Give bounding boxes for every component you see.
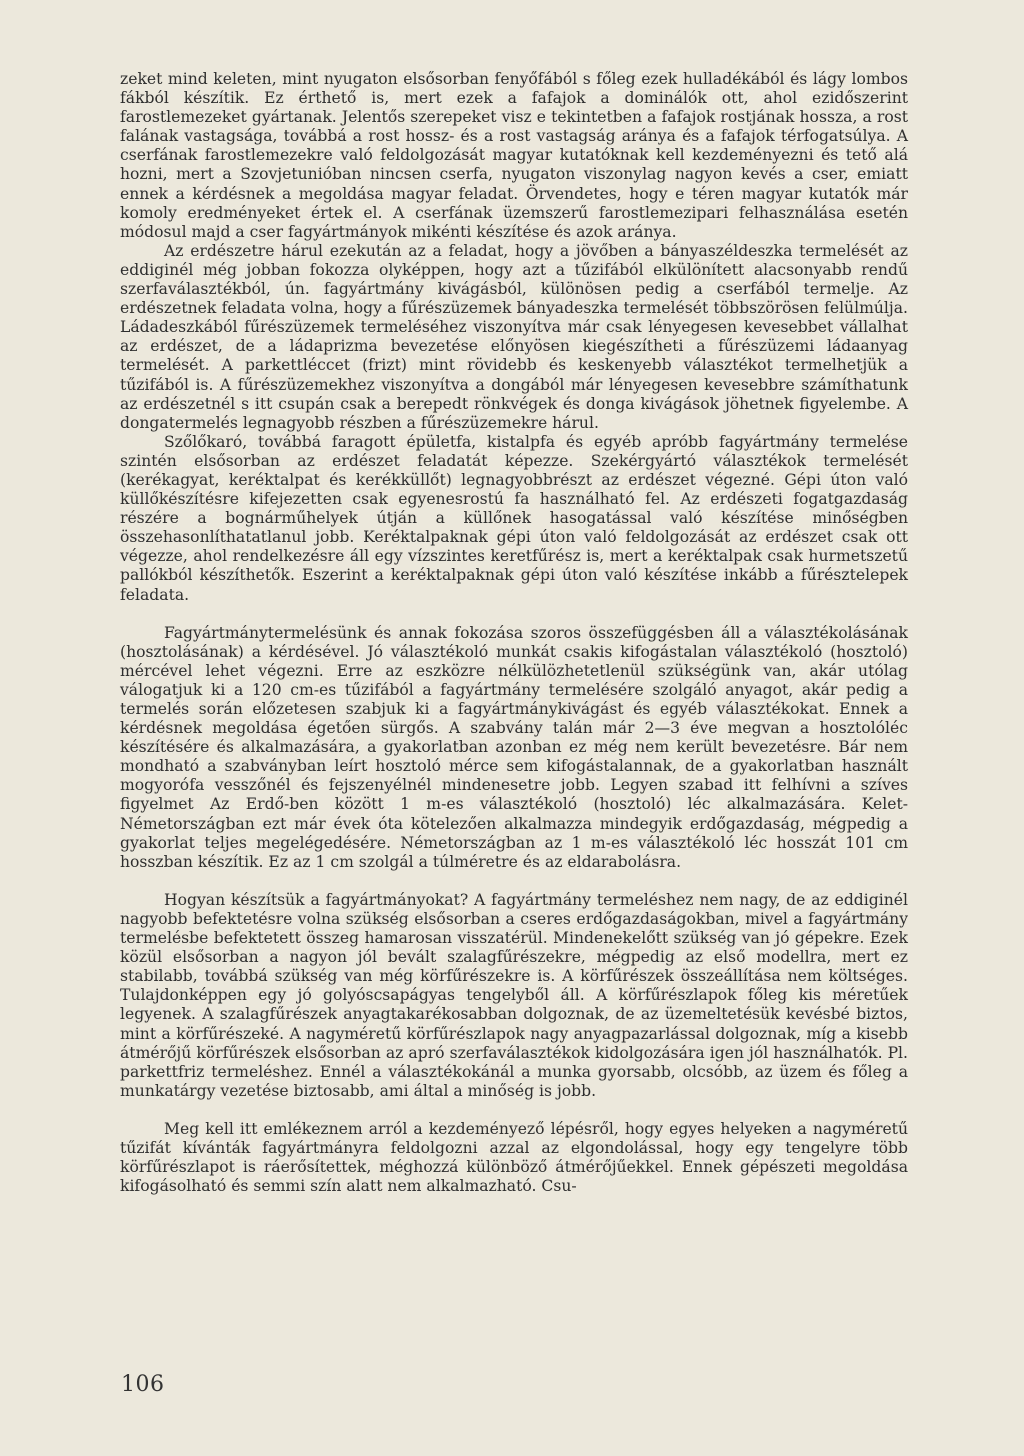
paragraph-6: Meg kell itt emlékeznem arról a kezdeményező lépésről, hogy egyes helyeken a nagyméretű tűzifát kívánták fagyártmányra feldolgozni azzal az elgondolással, hogy egy tengelyre több körfűrészlapot is ráerősítettek, méghozzá különböző átmérőjűekkel. Ennek gépészeti megoldása kifogásolható és semmi szín alatt nem alkalmazható. Csu- (120, 1119, 908, 1196)
paragraph-5: Hogyan készítsük a fagyártmányokat? A fagyártmány termeléshez nem nagy, de az eddiginél nagyobb befektetésre volna szükség elsősorban a cseres erdőgazdaságokban, mivel a fagyártmány termelésbe befektetett összeg hamarosan visszatérül. Mindenekelőtt szükség van jó gépekre. Ezek közül elsősorban a nagyon jól bevált szalagfűrészekre, mégpedig az első modellra, mert ez stabilabb, továbbá szükség van még körfűrészekre is. A körfűrészek összeállítása nem költséges. Tulajdonképpen egy jó golyóscsapágyas tengelyből áll. A körfűrészlapok főleg kis méretűek legyenek. A szalagfűrészek anyagtakarékosabban dolgoznak, de az üzemeltetésük kevésbé biztos, mint a körfűrészeké. A nagyméretű körfűrészlapok nagy anyagpazarlással dolgoznak, míg a kisebb átmérőjű körfűrészek elsősorban az apró szerfaválasztékok kidolgozására igen jól használhatók. Pl. parkettfriz termeléshez. Ennél a választékokánál a munka gyorsabb, olcsóbb, az üzem és főleg a munkatárgy vezetése biztosabb, ami által a minőség is jobb. (120, 890, 908, 1100)
paragraph-1: zeket mind keleten, mint nyugaton elsősorban fenyőfából s főleg ezek hulladékából és lágy lombos fákból készítik. Ez érthető is, mert ezek a fafajok a dominálók ott, ahol ezidőszerint farostlemezeket gyártanak. Jelentős szerepeket visz e tekintetben a fafajok rostjának hossza, a rost falának vastagsága, továbbá a rost hossz- és a rost vastagság aránya és a fafajok térfogatsúlya. A cserfának farostlemezekre való feldolgozását magyar kutatóknak kell kezdeményezni és tető alá hozni, mert a Szovjetunióban nincsen cserfa, nyugaton viszonylag nagyon kevés a cser, emiatt ennek a kérdésnek a megoldása magyar feladat. Örvendetes, hogy e téren magyar kutatók már komoly eredményeket értek el. A cserfának üzemszerű farostlemezipari felhasználása esetén módosul majd a cser fagyártmányok mikénti készítése és azok aránya. (120, 70, 908, 241)
paragraph-2: Az erdészetre hárul ezekután az a feladat, hogy a jövőben a bányaszéldeszka termelését az eddiginél még jobban fokozza olyképpen, hogy azt a tűzifából elkülönített alacsonyabb rendű szerfaválasztékból, ún. fagyártmány kivágásból, különösen pedig a cserfából termelje. Az erdészetnek feladata volna, hogy a fűrészüzemek bányadeszka termelését többszörösen felülmúlja. Ládadeszkából fűrészüzemek termeléséhez viszonyítva már csak lényegesen kevesebbet vállalhat az erdészet, de a ládaprizma bevezetése előnyösen kiegészítheti a fűrészüzemi ládaanyag termelését. A parkettléccet (frizt) mint rövidebb és keskenyebb választékot termelhetjük a tűzifából is. A fűrészüzemekhez viszonyítva a dongából már lényegesen kevesebbre számíthatunk az erdészetnél s itt csupán csak a berepedt rönkvégek és donga kivágások jöhetnek figyelembe. A dongatermelés legnagyobb részben a fűrészüzemekre hárul. (120, 241, 908, 432)
paragraph-4: Fagyártmánytermelésünk és annak fokozása szoros összefüggésben áll a választékolásának (hosztolásának) a kérdésével. Jó választékoló munkát csakis kifogástalan választékoló (hosztoló) mércével lehet végezni. Erre az eszközre nélkülözhetetlenül szükségünk van, akár utólag válogatjuk ki a 120 cm-es tűzifából a fagyártmány termelésére szolgáló anyagot, akár pedig a termelés során előzetesen szabjuk ki a fagyártmánykivágást és egyéb választékokat. Ennek a kérdésnek megoldása égetően sürgős. A szabvány talán már 2—3 éve megvan a hosztolóléc készítésére és alkalmazására, a gyakorlatban azonban ez még nem került bevezetésre. Bár nem mondható a szabványban leírt hosztoló mérce sem kifogástalannak, de a gyakorlatban használt mogyorófa vesszőnél és fejszenyélnél mindenesetre jobb. Legyen szabad itt felhívni a szíves figyelmet Az Erdő-ben között 1 m-es választékoló (hosztoló) léc alkalmazására. Kelet-Németországban ezt már évek óta kötelezően alkalmazza mindegyik erdőgazdaság, mégpedig a gyakorlat teljes megelégedésére. Németországban az 1 m-es választékoló léc hosszát 101 cm hosszban készítik. Ez az 1 cm szolgál a túlméretre és az eldarabolásra. (120, 623, 908, 871)
page-number: 106 (121, 1372, 165, 1397)
body-text (120, 70, 908, 1196)
paragraph-3: Szőlőkaró, továbbá faragott épületfa, kistalpfa és egyéb apróbb fagyártmány termelése szintén elsősorban az erdészet feladatát képezze. Szekérgyártó választékok termelését (kerékagyat, keréktalpat és kerékküllőt) legnagyobbrészt az erdészet végezné. Gépi úton való küllőkészítésre kifejezetten csak egyenesrostú fa használható fel. Az erdészeti fogatgazdaság részére a bognárműhelyek útján a küllőnek hasogatással való készítése minőségben összehasonlíthatatlanul jobb. Keréktalpaknak gépi úton való feldolgozását az erdészet csak ott végezze, ahol rendelkezésre áll egy vízszintes keretfűrész is, mert a keréktalpak csak hurmetszetű pallókból készíthetők. Eszerint a keréktalpaknak gépi úton való készítése inkább a fűrésztelepek feladata. (120, 432, 908, 604)
